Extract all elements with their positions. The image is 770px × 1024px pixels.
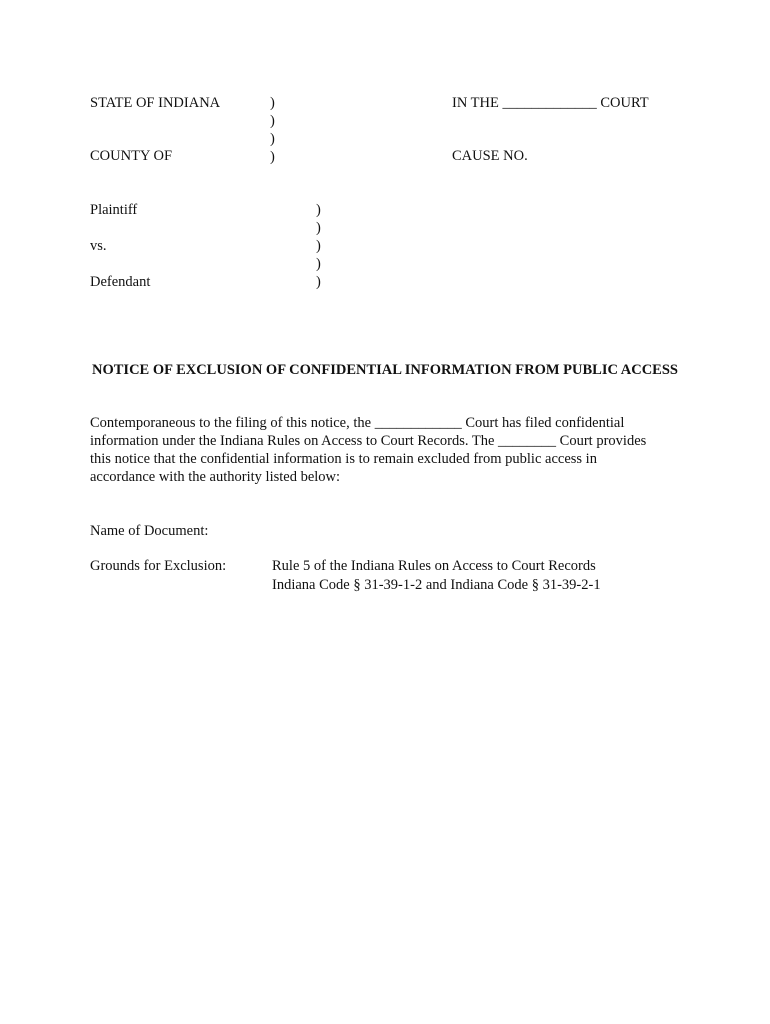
notice-body-line: this notice that the confidential information is to remain excluded from public access in [90,451,597,467]
parties-paren-column [316,201,321,291]
notice-body [90,414,680,486]
notice-body-line: accordance with the authority listed below: [90,469,341,485]
notice-title: NOTICE OF EXCLUSION OF CONFIDENTIAL INFORMATION FROM PUBLIC ACCESS [92,362,678,378]
defendant-label: Defendant [90,274,151,290]
caption-paren: ) [270,131,275,147]
grounds-line-rule: Rule 5 of the Indiana Rules on Access to Court Records [272,558,596,574]
parties-paren: ) [316,274,321,290]
parties-paren: ) [316,238,321,254]
name-of-document-label: Name of Document: [90,523,209,539]
notice-body-line: Contemporaneous to the filing of this notice, the ____________ Court has filed confidential [90,415,625,431]
grounds-label: Grounds for Exclusion: [90,558,227,574]
caption-paren: ) [270,95,275,111]
county-label: COUNTY OF [90,148,173,164]
cause-number-label: CAUSE NO. [452,148,528,164]
parties-paren: ) [316,256,321,272]
notice-body-line: information under the Indiana Rules on Access to Court Records. The ________ Court provides [90,433,647,449]
parties-paren: ) [316,202,321,218]
plaintiff-label: Plaintiff [90,202,138,218]
caption-paren: ) [270,113,275,129]
caption-paren-column [270,94,275,166]
versus-label: vs. [90,238,107,254]
grounds-line-code: Indiana Code § 31-39-1-2 and Indiana Code § 31-39-2-1 [272,577,601,593]
court-label: IN THE _____________ COURT [452,95,649,111]
parties-paren: ) [316,220,321,236]
state-label: STATE OF INDIANA [90,95,221,111]
caption-paren: ) [270,149,275,165]
